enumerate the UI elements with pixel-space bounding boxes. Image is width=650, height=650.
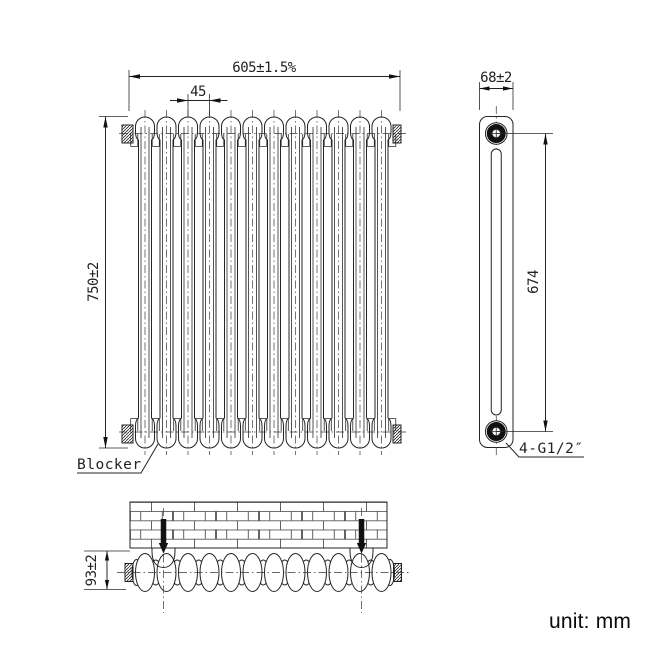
radiator-plan xyxy=(117,554,409,592)
brick-wall xyxy=(130,502,387,548)
dim-height-750 xyxy=(86,117,128,449)
dim-width-label: 605±1.5% xyxy=(232,60,296,76)
plug-top-left xyxy=(122,125,133,143)
dim-pitch-label: 45 xyxy=(190,84,206,100)
dim-depth-label: 68±2 xyxy=(480,70,512,86)
dim-width-605 xyxy=(129,60,400,111)
dim-height-label: 750±2 xyxy=(86,262,102,302)
front-view xyxy=(77,60,409,473)
connections-label: 4-G1/2″ xyxy=(519,441,584,457)
plug-top-right xyxy=(393,125,401,143)
blocker-label: Blocker xyxy=(77,457,142,473)
dim-wall-clearance-93 xyxy=(84,551,130,590)
plug-bottom-right xyxy=(393,425,401,443)
connections-callout xyxy=(506,441,584,457)
dim-depth-68 xyxy=(480,70,514,110)
dim-pitch-45 xyxy=(170,84,228,116)
side-slot xyxy=(491,149,501,415)
dim-port-centres-674 xyxy=(496,134,553,432)
unit-note: unit: mm xyxy=(549,610,632,633)
side-view xyxy=(480,70,585,458)
plug-bottom-left-blocker xyxy=(122,425,133,443)
dim-wall-clearance-label: 93±2 xyxy=(84,554,100,587)
installation-view xyxy=(84,502,409,613)
dim-port-centres-label: 674 xyxy=(526,270,542,294)
